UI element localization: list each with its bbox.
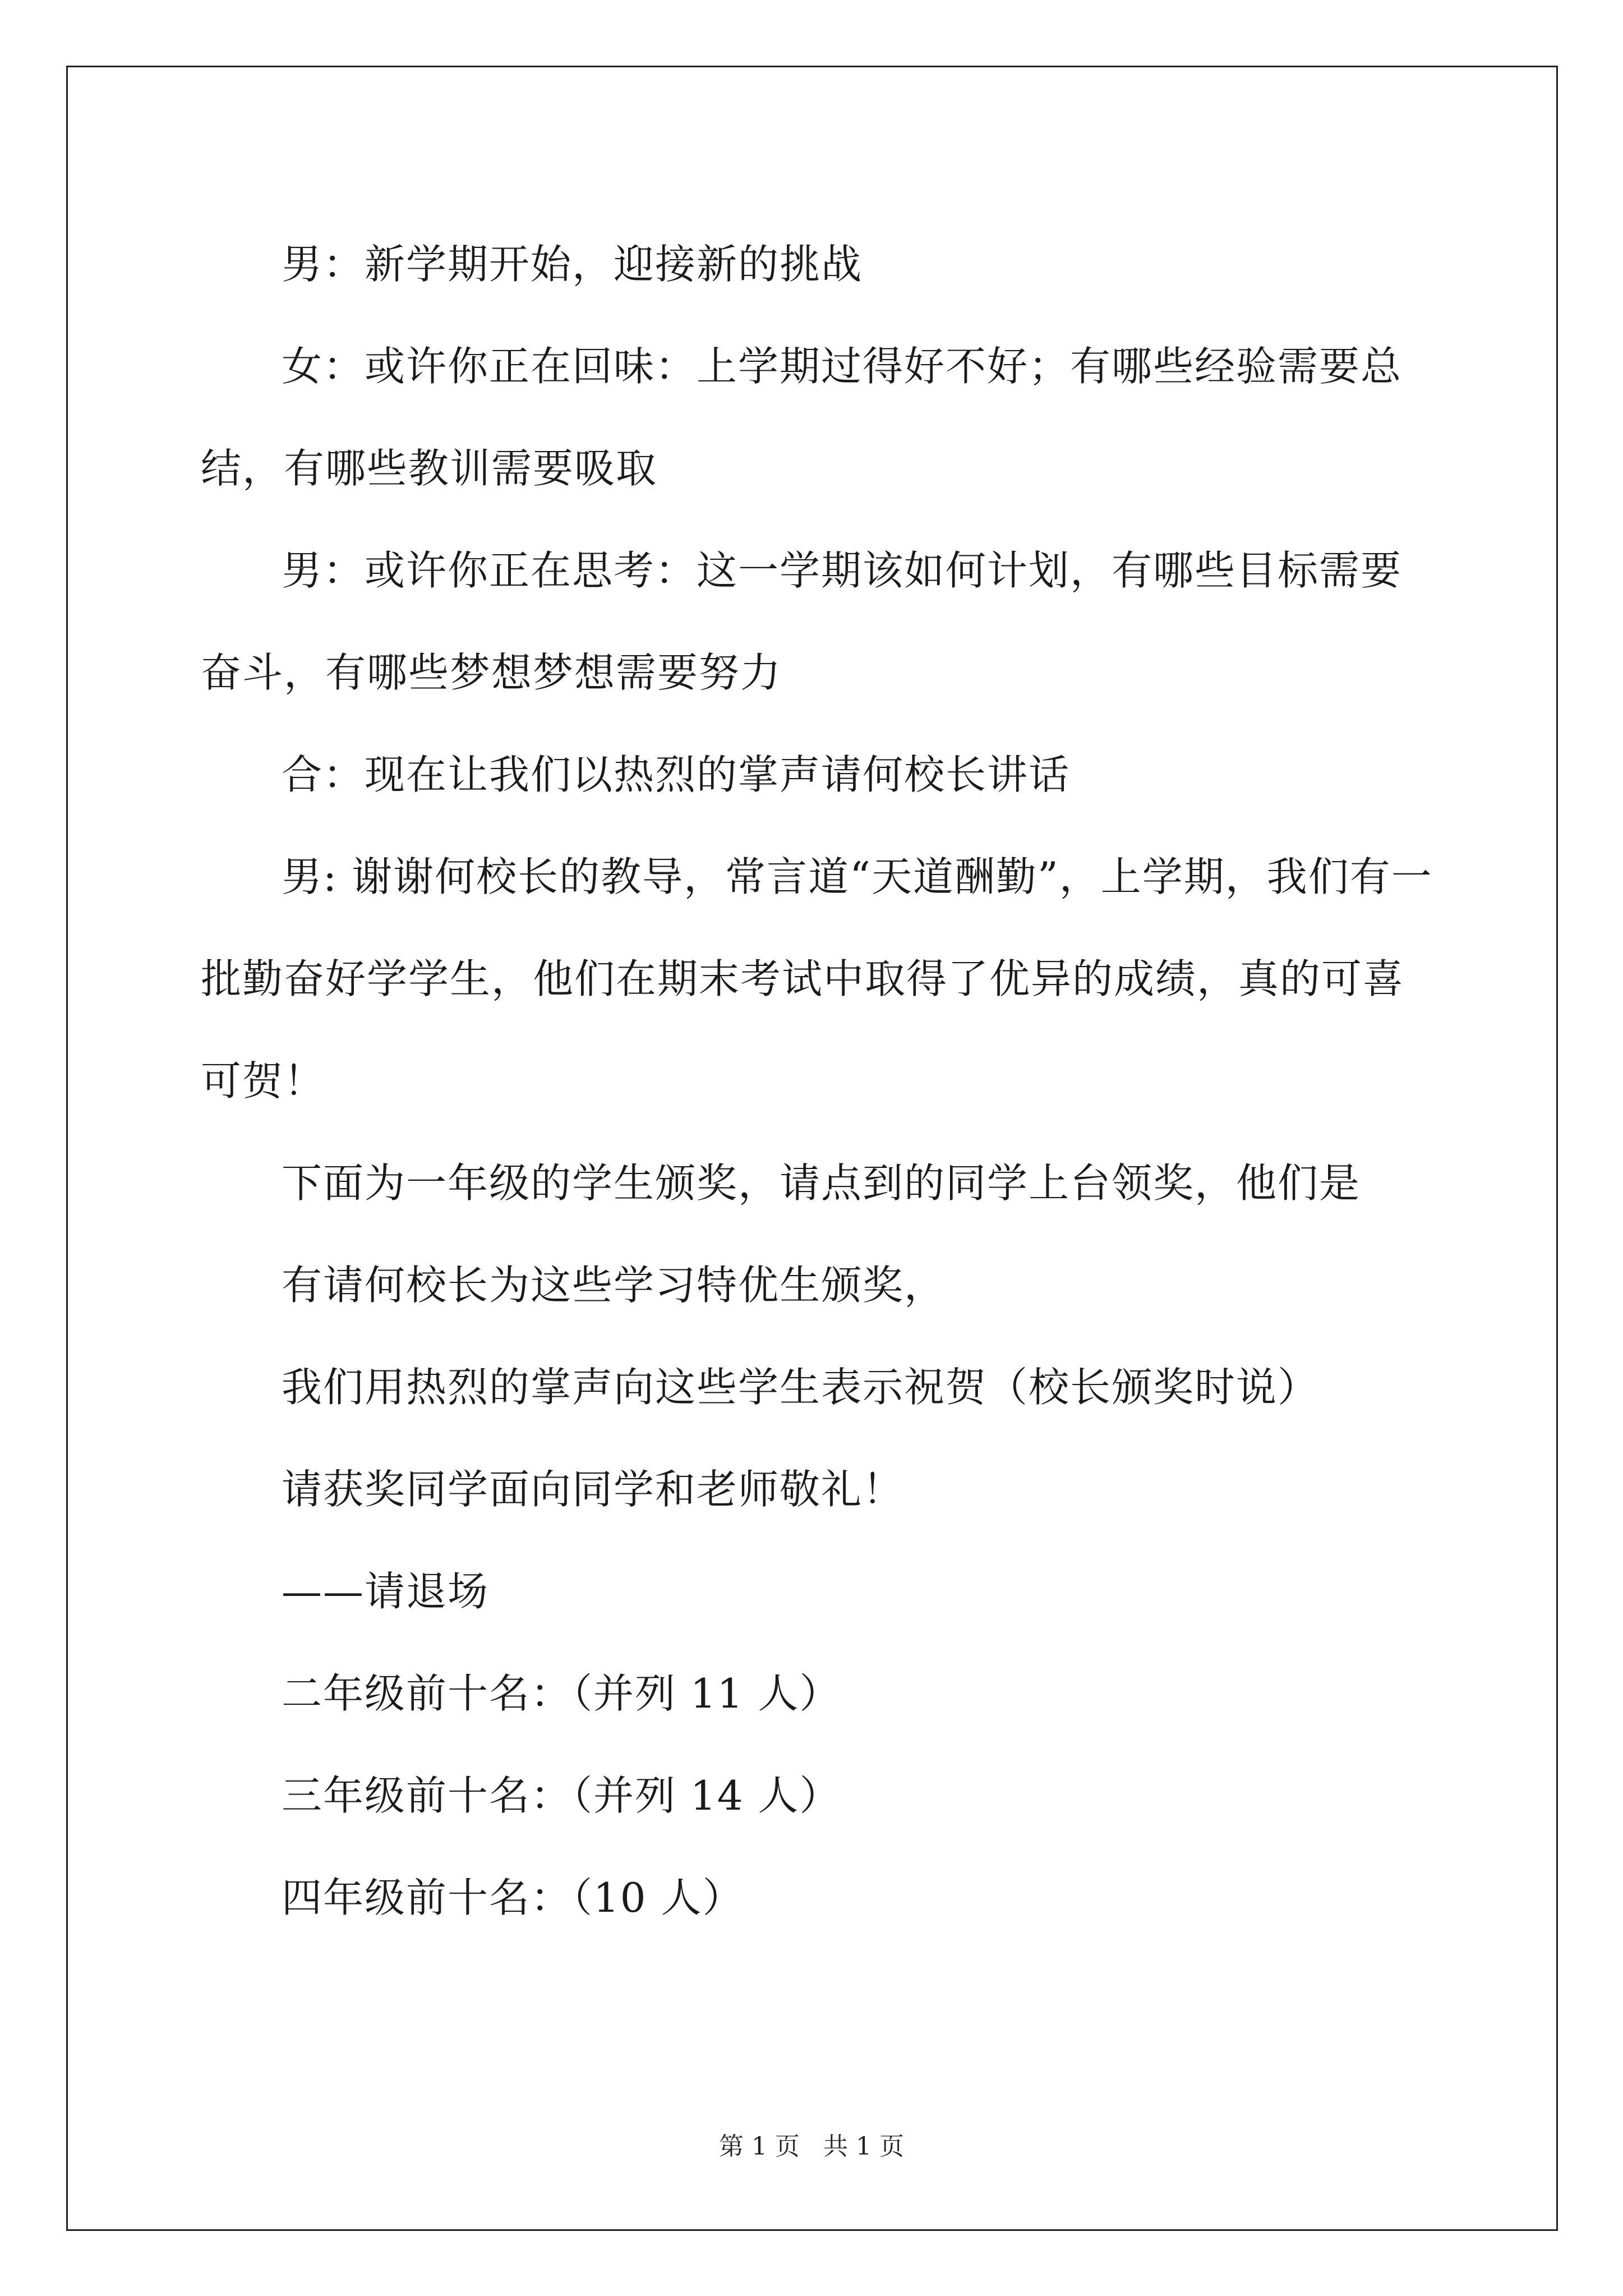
paragraph: 女：或许你正在回味：上学期过得好不好；有哪些经验需要总结，有哪些教训需要吸取	[201, 343, 1403, 492]
page-number: 第 1 页	[719, 2132, 800, 2161]
page-count: 共 1 页	[823, 2132, 904, 2161]
paragraph: 下面为一年级的学生颁奖，请点到的同学上台领奖，他们是	[282, 1159, 1361, 1207]
paragraph: ——请退场	[282, 1568, 490, 1615]
page-footer	[0, 2126, 1623, 2162]
paragraph: 三年级前十名：（并列 14 人）	[282, 1772, 841, 1819]
paragraph: 四年级前十名：（10 人）	[282, 1874, 744, 1921]
document-body	[201, 213, 1435, 1949]
paragraph: 有请何校长为这些学习特优生颁奖，	[282, 1262, 946, 1309]
paragraph: 男: 谢谢何校长的教导，常言道“天道酬勤”，上学期，我们有一批勤奋好学学生，他们在期末考试中取得了优异的成绩，真的可喜可贺！	[201, 853, 1433, 1105]
paragraph: 我们用热烈的掌声向这些学生表示祝贺（校长颁奖时说）	[282, 1364, 1320, 1411]
paragraph: 男：或许你正在思考：这一学期该如何计划，有哪些目标需要奋斗，有哪些梦想梦想需要努力	[201, 547, 1403, 696]
paragraph: 合：现在让我们以热烈的掌声请何校长讲话	[282, 751, 1071, 798]
paragraph: 男：新学期开始，迎接新的挑战	[282, 241, 863, 288]
paragraph: 请获奖同学面向同学和老师敬礼！	[282, 1466, 905, 1513]
paragraph: 二年级前十名：（并列 11 人）	[282, 1670, 841, 1717]
